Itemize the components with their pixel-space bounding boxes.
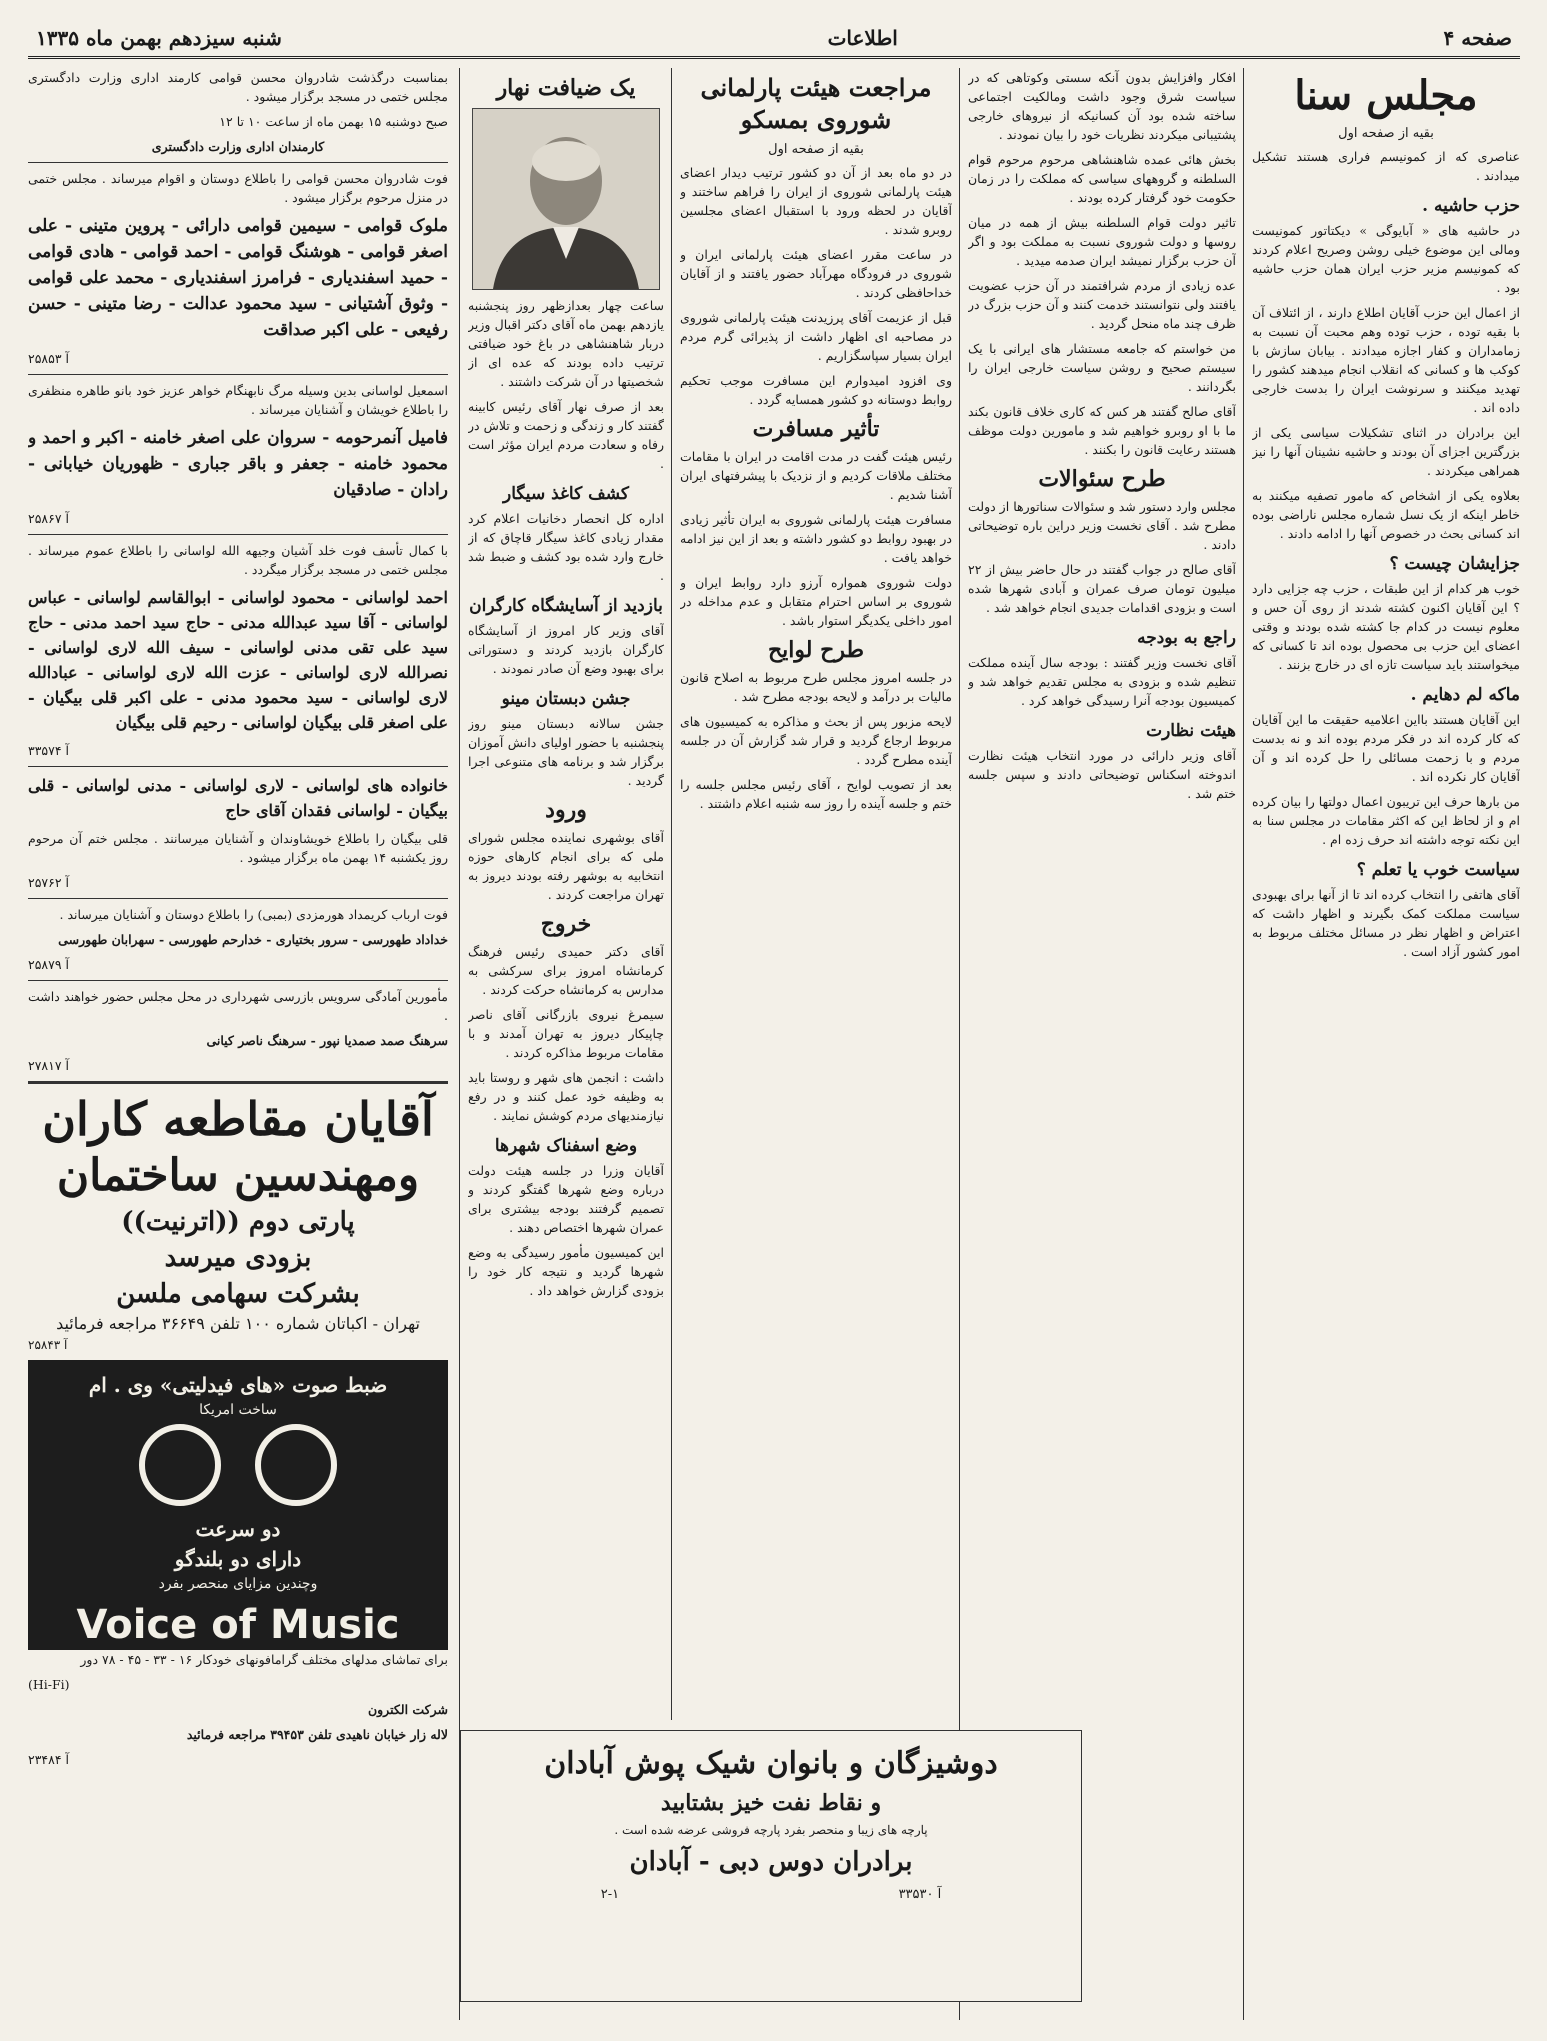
paragraph: عناصری که از کمونیسم فراری هستند تشکیل میدادند . [1252, 149, 1520, 183]
ad-abadan-fabrics [460, 1730, 1082, 2002]
column-news [468, 68, 664, 1720]
notice-names: فامیل آنمرحومه - سروان علی اصغر خامنه - اکبر و احمد و محمود خامنه - جعفر و باقر جباری - ظهوریان خیابانی - رادان - صادقیان [28, 428, 448, 500]
divider [28, 898, 448, 899]
section-heading: کشف کاغذ سیگار [503, 484, 629, 504]
issue-date: شنبه سیزدهم بهمن ماه ۱۳۳۵ [36, 26, 282, 50]
notice-signature: کارمندان اداری وزارت دادگستری [151, 139, 325, 154]
paragraph: آقای نخست وزیر گفتند : بودجه سال آینده مملکت تنظیم شده و بزودی به مجلس تقدیم خواهد شد و کمیسیون بودجه آنرا رسیدگی خواهد کرد . [968, 655, 1236, 708]
notice-code: آ ۲۵۷۶۲ [28, 875, 70, 890]
paragraph: آقایان وزرا در جلسه هیئت دولت درباره وضع شهرها گفتگو کردند و تصمیم گرفتند بودجه بیشتری برای عمران شهرها اختصاص دهند . [468, 1163, 664, 1235]
notice-2 [28, 169, 448, 368]
reel-icon [139, 1424, 221, 1506]
ad-feature: وچندین مزایای منحصر بفرد [158, 1576, 318, 1592]
ad-code: آ ۳۳۵۳۰ [898, 1887, 942, 1902]
ad-subline: بزودی میرسد [164, 1243, 312, 1273]
section-heading: جشن دبستان مینو [501, 689, 631, 709]
paragraph: آقای وزیر دارائی در مورد انتخاب هیئت نظارت اندوخته اسکناس توضیحاتی دادند و سپس جلسه ختم شد . [968, 748, 1236, 801]
divider [28, 766, 448, 767]
notice-3 [28, 381, 448, 528]
divider [28, 534, 448, 535]
paragraph: قبل از عزیمت آقای پرزیدنت هیئت پارلمانی شوروی در مصاحبه ای اظهار داشت از پذیرائی گرم مردم ایران بسیار سپاسگزاریم . [680, 310, 952, 363]
section-heading: طرح سئوالات [1038, 466, 1166, 492]
section-heading: ماکه لم دهایم . [1410, 685, 1520, 705]
ad-voice-of-music [28, 1360, 448, 1650]
notice-4 [28, 541, 448, 760]
paragraph: آقای هاتفی را انتخاب کرده اند تا از آنها برای بهبودی سیاست مملکت کمک بگیرند و اظهار داشت که اعتراض و اظهار نظر در مسائل مختلف مربوط به امور کشور آزاد است . [1252, 887, 1520, 959]
portrait-image [473, 109, 659, 289]
column-senate-cont [968, 68, 1236, 2020]
paragraph: از اعمال این حزب آقایان اطلاع دارند ، از ائتلاف آن با بقیه توده ، حزب توده وهم محبت آن نسبت به زمامداران و کفار اجازه میدادند . بیابان سازش با کوکب ها و کسانی که انقلاب انجام میدهند کشور را تهدید میکنند و سرنوشت ایران را بدست خارجی داده اند . [1252, 305, 1520, 415]
column-divider [1243, 68, 1244, 2020]
paragraph: عده زیادی از مردم شرافتمند در آن حزب عضویت یافتند ولی نتوانستند خدمت کنند و آن حزب بزرگ در ظرف چند ماه منحل گردید . [968, 278, 1236, 331]
paragraph: در ساعت مقرر اعضای هیئت پارلمانی ایران و شوروی در فرودگاه مهرآباد حضور یافتند و از آقایان خداحافظی کردند . [680, 247, 952, 300]
paragraph: جشن سالانه دبستان مینو روز پنجشنبه با حضور اولیای دانش آموزان برگزار شد و برنامه های متنوعی اجرا گردید . [468, 716, 664, 788]
paragraph: در دو ماه بعد از آن دو کشور ترتیب دیدار اعضای هیئت پارلمانی شوروی از ایران را فراهم ساختند و آقایان در لحظه ورود با استقبال اعضای مجلسین روبرو شدند . [680, 165, 952, 237]
soviet-subtitle: بقیه از صفحه اول [768, 142, 864, 157]
paper-name: اطلاعات [827, 26, 898, 50]
newspaper-page [28, 20, 1520, 2020]
paragraph: سیمرغ نیروی بازرگانی آقای ناصر چاپیکار دیروز به تهران آمدند و با مقامات مربوط مذاکره کردند . [468, 1007, 664, 1060]
ad-company: بشرکت سهامی ملسن [116, 1279, 360, 1309]
masthead [28, 20, 1520, 59]
reel-icon [255, 1424, 337, 1506]
paragraph: مسافرت هیئت پارلمانی شوروی به ایران تأثیر زیادی در بهبود روابط دو کشور داشته و بعد از این نیز ادامه خواهد یافت . [680, 512, 952, 565]
ad-headline: ومهندسین ساختمان [56, 1150, 420, 1201]
section-heading: تأثیر مسافرت [752, 416, 880, 442]
column-senate [1252, 68, 1520, 2020]
paragraph: وی افزود امیدوارم این مسافرت موجب تحکیم روابط دوستانه دو کشور همسایه گردد . [680, 373, 952, 407]
notice-text: فوت ارباب کریمداد هورمزدی (بمبی) را باطلاع دوستان و آشنایان میرساند . [59, 907, 448, 922]
paragraph: دولت شوروی همواره آرزو دارد روابط ایران و شوروی بر اساس احترام متقابل و عدم مداخله در امور داخلی یکدیگر استوار باشد . [680, 575, 952, 628]
ad-brand: برادران دوس دبی - آبادان [629, 1847, 913, 1877]
paragraph: مجلس وارد دستور شد و سئوالات سناتورها از دولت مطرح شد . آقای نخست وزیر دراین باره توضیحاتی دادند . [968, 499, 1236, 552]
ad-code: آ ۲۳۴۸۴ [28, 1752, 70, 1767]
paragraph: تاثیر دولت قوام السلطنه بیش از همه در میان روسها و دولت شوروی نسبت به مملکت بود و اگر آن حزب برگزار نمیشد ایران صدمه میدید . [968, 215, 1236, 268]
section-heading: هیئت نظارت [1146, 721, 1236, 741]
section-heading: حزب حاشیه . [1422, 196, 1520, 216]
ad-title: ضبط صوت «های فیدلیتی» وی . ام [88, 1373, 388, 1397]
paragraph: آقای دکتر حمیدی رئیس فرهنگ کرمانشاه امروز برای سرکشی به مدارس به کرمانشاه حرکت کردند . [468, 944, 664, 997]
senate-title: مجلس سنا [1294, 72, 1478, 119]
divider [28, 162, 448, 163]
ad-eternit [28, 1090, 448, 1352]
ad-company: شرکت الکترون [367, 1702, 448, 1717]
paragraph: خوب هر کدام از این طبقات ، حزب چه جزایی دارد ؟ این آقایان اکنون کشته شدند از روی آن حس و معلوم نیست در کدام جا کشته شده بودند و وقتی اعضای این حزب بی محصول بوده اند تا کسانی که میخواستند باید سیاست تازه ای در خارج بزنند . [1252, 581, 1520, 672]
notice-code: آ ۳۳۵۷۴ [28, 743, 70, 758]
paragraph: داشت : انجمن های شهر و روستا باید به وظیفه خود عمل کنند و در رفع نیازمندیهای مردم کوشش نمایند . [468, 1070, 664, 1123]
soviet-title: مراجعت هیئت پارلمانی شوروی بمسکو [700, 73, 932, 134]
notice-text: قلی بیگیان را باطلاع خویشاوندان و آشنایان میرسانند . مجلس ختم آن مرحوم روز یکشنبه ۱۴ بهمن ماه برگزار میشود . [28, 831, 448, 865]
divider [28, 980, 448, 981]
paragraph: آقای بوشهری نماینده مجلس شورای ملی که برای انجام کارهای حوزه انتخابیه به بوشهر رفته بودند دیروز به تهران مراجعت کردند . [468, 830, 664, 902]
notice-text: با کمال تأسف فوت خلد آشیان وجیهه الله لواسانی را باطلاع عموم میرساند . مجلس ختمی در مسجد برگزار میگردد . [28, 543, 448, 577]
banquet-title: یک ضیافت نهار [496, 75, 636, 101]
paragraph: این آقایان هستند بااین اعلامیه حقیقت ما این آقایان که کار کرده اند در فکر مردم بوده اند و نه بدست مردم و با زحمت مسائلی را حل کرده اند و آن آقایان کار نکرده اند . [1252, 712, 1520, 784]
ad-footer: برای تماشای مدلهای مختلف گرامافونهای خودکار ۱۶ - ۳۳ - ۴۵ - ۷۸ دور [80, 1652, 448, 1667]
paragraph: آقای صالح در جواب گفتند در حال حاضر بیش از ۲۲ میلیون تومان صرف عمران و آبادی شهرها شده است و بزودی اقدامات جدیدی انجام خواهد شد . [968, 562, 1236, 615]
paragraph: این کمیسیون مأمور رسیدگی به وضع شهرها گردید و نتیجه کار خود را بزودی گزارش خواهد داد . [468, 1245, 664, 1298]
section-heading: راجع به بودجه [1137, 628, 1236, 648]
tape-recorder-icon [38, 1420, 438, 1514]
page-label: صفحه ۴ [1443, 26, 1512, 50]
notice-code: آ ۲۵۸۵۳ [28, 351, 70, 366]
paragraph: من بارها حرف این تریبون اعمال دولتها را بیان کرده ام و از لحاظ این که اکثر مقامات در مجلس سنا به این نکته توجه داشته اند حرف زده ام . [1252, 794, 1520, 847]
paragraph: بعلاوه یکی از اشخاص که مامور تصفیه میکنند به خاطر اینکه از یک نسل شماره مجلس ناراضی بوده اند کسانی بحث در خصوص آنها را ادامه دادند . [1252, 488, 1520, 541]
notice-1 [28, 68, 448, 156]
notice-text: فوت شادروان محسن قوامی را باطلاع دوستان و اقوام میرساند . مجلس ختمی در منزل مرحوم برگزار میشود . [28, 171, 448, 205]
paragraph: بعد از تصویب لوایح ، آقای رئیس مجلس جلسه را ختم و جلسه آینده را روز سه شنبه اعلام داشتند . [680, 777, 952, 811]
ad-subtitle: و نقاط نفت خیز بشتابید [660, 1790, 882, 1816]
ad-address: تهران - اکباتان شماره ۱۰۰ تلفن ۳۶۶۴۹ مراجعه فرمائید [56, 1314, 420, 1333]
notice-text: بمناسبت درگذشت شادروان محسن قوامی کارمند اداری وزارت دادگستری مجلس ختمی در مسجد برگزار میشود . [28, 70, 448, 104]
paragraph: لایحه مزبور پس از بحث و مذاکره به کمیسیون های مربوط ارجاع گردید و قرار شد گزارش آن در جلسه آینده مطرح گردد . [680, 714, 952, 767]
divider [28, 1081, 448, 1084]
section-heading: سیاست خوب یا تعلم ؟ [1356, 860, 1520, 880]
paragraph: من خواستم که جامعه مستشار های ایرانی با یک سیستم صحیح و روشن سیاست خارجی ایران را بگردانند . [968, 341, 1236, 394]
notice-code: آ ۲۷۸۱۷ [28, 1058, 70, 1073]
ad-body: پارچه های زیبا و منحصر بفرد پارچه فروشی عرضه شده است . [614, 1823, 928, 1837]
ad-page-ref: ۲-۱ [600, 1887, 620, 1902]
column-soviet-delegation [680, 68, 952, 1720]
notice-7 [28, 987, 448, 1075]
ad-code: آ ۲۵۸۴۳ [28, 1338, 68, 1352]
notice-text: مأمورین آمادگی سرویس بازرسی شهرداری در محل مجلس حضور خواهند داشت . [28, 989, 448, 1023]
divider [28, 374, 448, 375]
notice-names: سرهنگ صمد صمدیا نپور - سرهنگ ناصر کیانی [206, 1033, 448, 1048]
paragraph: افکار وافزایش بدون آنکه سستی وکوتاهی که در سیاست شرق وجود داشت ومالکیت اجتماعی ساخته شده بود آن کسانیکه از نیروهای خارجی پشتیبانی میکردند نظریات خود را بیان نمودند . [968, 70, 1236, 142]
notice-time: صبح دوشنبه ۱۵ بهمن ماه از ساعت ۱۰ تا ۱۲ [219, 114, 448, 129]
ad-title: دوشیزگان و بانوان شیک پوش آبادان [544, 1746, 998, 1781]
paragraph: آقای صالح گفتند هر کس که کاری خلاف قانون بکند ما با او روبرو خواهیم شد و مامورین دولت موظف هستند رعایت قانون را بکنند . [968, 404, 1236, 457]
notice-names: ملوک قوامی - سیمین قوامی دارائی - پروین متینی - علی اصغر قوامی - هوشنگ قوامی - احمد قوامی - هادی قوامی - حمید اسفندیاری - فرامرز اسفندیاری - محمد علی قوامی - وثوق آشتیانی - سید محمود عدالت - رضا متینی - حسن رفیعی - علی اکبر صداقت [28, 216, 448, 340]
paragraph: آقای وزیر کار امروز از آسایشگاه کارگران بازدید کردند و دستوراتی برای بهبود وضع آن صادر نمودند . [468, 623, 664, 676]
section-heading: ورود [545, 797, 587, 823]
section-heading: بازدید از آسایشگاه کارگران [469, 596, 663, 616]
column-divider [459, 68, 460, 2020]
ad-brand: Voice of Music [76, 1602, 400, 1648]
column-divider [959, 68, 960, 2020]
ad-headline: آقایان مقاطعه کاران [42, 1092, 434, 1146]
column-divider [671, 68, 672, 1720]
portrait-photo [472, 108, 660, 290]
ad-feature: دو سرعت [195, 1517, 281, 1541]
notice-5 [28, 773, 448, 892]
ad-feature: دارای دو بلندگو [174, 1547, 302, 1571]
notice-code: آ ۲۵۸۷۹ [28, 957, 70, 972]
ad-subtitle: ساخت امریکا [199, 1402, 277, 1418]
notice-title: خانواده های لواسانی - لاری لواسانی - مدنی لواسانی - قلی بیگیان - لواسانی فقدان آقای حاج [28, 776, 448, 820]
senate-subtitle: بقیه از صفحه اول [1338, 126, 1434, 141]
paragraph: این برادران در اثنای تشکیلات سیاسی یکی از بزرگترین اجزای آن بودند و حاشیه نشینان آنها را نیز همراهی میکردند . [1252, 425, 1520, 478]
paragraph: بعد از صرف نهار آقای رئیس کابینه گفتند کار و زندگی و زحمت و تلاش در رفاه و سعادت مردم ایران مؤثر است . [468, 399, 664, 471]
section-heading: جزایشان چیست ؟ [1389, 554, 1520, 574]
notice-code: آ ۲۵۸۶۷ [28, 511, 70, 526]
ad-hifi: (Hi-Fi) [28, 1677, 70, 1692]
section-heading: وضع اسفناک شهرها [494, 1136, 638, 1156]
paragraph: رئیس هیئت گفت در مدت اقامت در ایران با مقامات مختلف ملاقات کردیم و از نزدیک با پیشرفتهای ایران آشنا شدیم . [680, 449, 952, 502]
notice-6 [28, 905, 448, 974]
paragraph: در حاشیه های « آبایوگی » دیکتاتور کمونیست ومالی این موضوع خیلی روشن وصریح اعلام کردند که کمونیسم مزیر حزب ایران همان حزب حاشیه بود . [1252, 223, 1520, 295]
paragraph: در جلسه امروز مجلس طرح مربوط به اصلاح قانون مالیات بر درآمد و لایحه بودجه مطرح شد . [680, 670, 952, 704]
section-heading: طرح لوایح [767, 637, 864, 663]
section-heading: خروج [540, 911, 592, 937]
notice-names: خداداد طهورسی - سرور بختیاری - خدارحم طهورسی - سهرابان طهورسی [58, 932, 448, 947]
column-notices [28, 68, 448, 2020]
paragraph: ساعت چهار بعدازظهر روز پنجشنبه یازدهم بهمن ماه آقای دکتر اقبال وزیر دربار شاهنشاهی در باغ خود ضیافتی ترتیب داده بودند که عده ای از شخصیتها در آن شرکت داشتند . [468, 298, 664, 389]
ad-subline: پارتی دوم ((اترنیت)) [121, 1207, 355, 1237]
paragraph: اداره کل انحصار دخانیات اعلام کرد مقدار زیادی کاغذ سیگار قاچاق که از خارج وارد شده بود کشف و ضبط شد . [468, 511, 664, 583]
notice-text: اسمعیل لواسانی بدین وسیله مرگ نابهنگام خواهر عزیز خود بانو طاهره منظفری را باطلاع خویشان و آشنایان میرساند . [28, 383, 448, 417]
ad-address: لاله زار خیابان ناهیدی تلفن ۳۹۴۵۳ مراجعه فرمائید [186, 1727, 448, 1742]
paragraph: بخش هائی عمده شاهنشاهی مرحوم مرحوم قوام السلطنه و گروههای سیاسی که مملکت را در زمان حکومت خود گرفتار کرده بودند . [968, 152, 1236, 205]
notice-names: احمد لواسانی - محمود لواسانی - ابوالقاسم لواسانی - عباس لواسانی - آقا سید عبدالله مدنی - حاج سید احمد مدنی - حاج سید علی تقی مدنی لواسانی - سیف الله لاری لواسانی - نصرالله لاری لواسانی - عزت الله لاری لواسانی - عبادالله لاری لواسانی - سید محمود مدنی - علی اکبر قلی بیگیان - علی اصغر قلی بیگیان لواسانی - رحیم قلی بیگیان [28, 588, 448, 732]
